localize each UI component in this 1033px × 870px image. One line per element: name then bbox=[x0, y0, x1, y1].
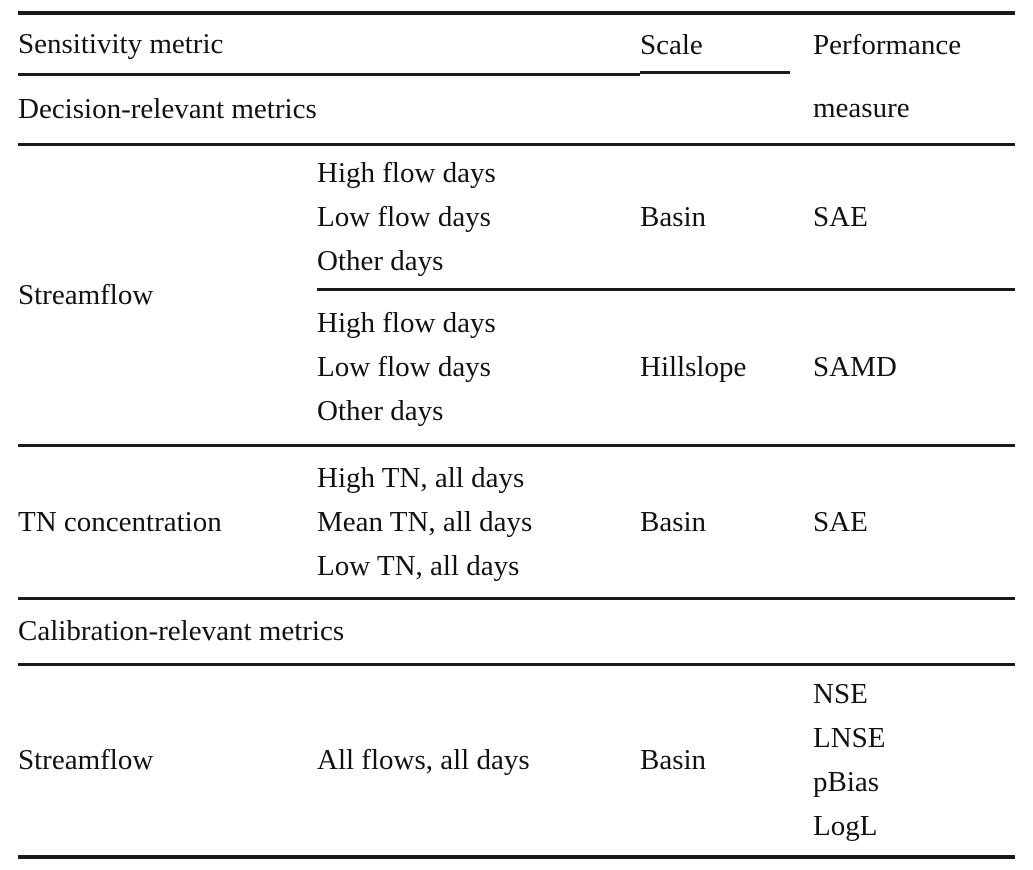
cell-performance-samd bbox=[813, 289, 1015, 445]
metric-line: All flows, all days bbox=[317, 744, 530, 777]
performance-line: LNSE bbox=[813, 722, 886, 755]
performance-line: SAMD bbox=[813, 351, 897, 383]
table-row-tn-concentration bbox=[18, 445, 1015, 598]
metric-line: Low flow days bbox=[317, 200, 491, 233]
cell-metrics-streamflow-hillslope bbox=[317, 289, 640, 445]
cell-metrics-tn bbox=[317, 445, 640, 598]
performance-line: NSE bbox=[813, 678, 868, 711]
cell-metrics-streamflow-basin bbox=[317, 144, 640, 289]
header-performance-line2: measure bbox=[813, 74, 1015, 144]
cell-sensitivity-tn-concentration: TN concentration bbox=[18, 445, 317, 598]
header-sensitivity-metric: Sensitivity metric bbox=[18, 13, 640, 74]
table-row-streamflow-calibration bbox=[18, 664, 1015, 857]
section-title-calibration-relevant: Calibration-relevant metrics bbox=[18, 598, 1015, 664]
cell-performance-calibration bbox=[813, 664, 1015, 857]
metric-line: Low TN, all days bbox=[317, 549, 520, 582]
section-row-decision-relevant bbox=[18, 74, 1015, 144]
sensitivity-metrics-table bbox=[18, 11, 1015, 859]
performance-line: LogL bbox=[813, 810, 878, 843]
metric-line: High TN, all days bbox=[317, 461, 525, 494]
cell-performance-sae bbox=[813, 144, 1015, 289]
header-scale: Scale bbox=[640, 13, 813, 74]
metric-line: Other days bbox=[317, 395, 444, 427]
metric-line: Mean TN, all days bbox=[317, 505, 533, 538]
cell-scale-basin: Basin bbox=[640, 664, 813, 857]
metric-line: Other days bbox=[317, 244, 444, 277]
metric-line: High flow days bbox=[317, 156, 496, 189]
header-row bbox=[18, 13, 1015, 74]
cell-scale-hillslope: Hillslope bbox=[640, 289, 813, 445]
cell-performance-sae bbox=[813, 445, 1015, 598]
metric-line: High flow days bbox=[317, 307, 496, 339]
cell-sensitivity-streamflow: Streamflow bbox=[18, 664, 317, 857]
performance-line: SAE bbox=[813, 505, 868, 538]
cell-scale-basin: Basin bbox=[640, 144, 813, 289]
section-title-decision-relevant: Decision-relevant metrics bbox=[18, 74, 813, 144]
cell-metrics-all-flows bbox=[317, 664, 640, 857]
performance-line: SAE bbox=[813, 200, 868, 233]
header-performance-line1: Performance bbox=[813, 28, 962, 61]
cell-sensitivity-streamflow: Streamflow bbox=[18, 144, 317, 445]
section-row-calibration-relevant bbox=[18, 598, 1015, 664]
cell-scale-basin: Basin bbox=[640, 445, 813, 598]
metric-line: Low flow days bbox=[317, 351, 491, 383]
table-row-streamflow-basin bbox=[18, 144, 1015, 289]
performance-line: pBias bbox=[813, 766, 880, 799]
